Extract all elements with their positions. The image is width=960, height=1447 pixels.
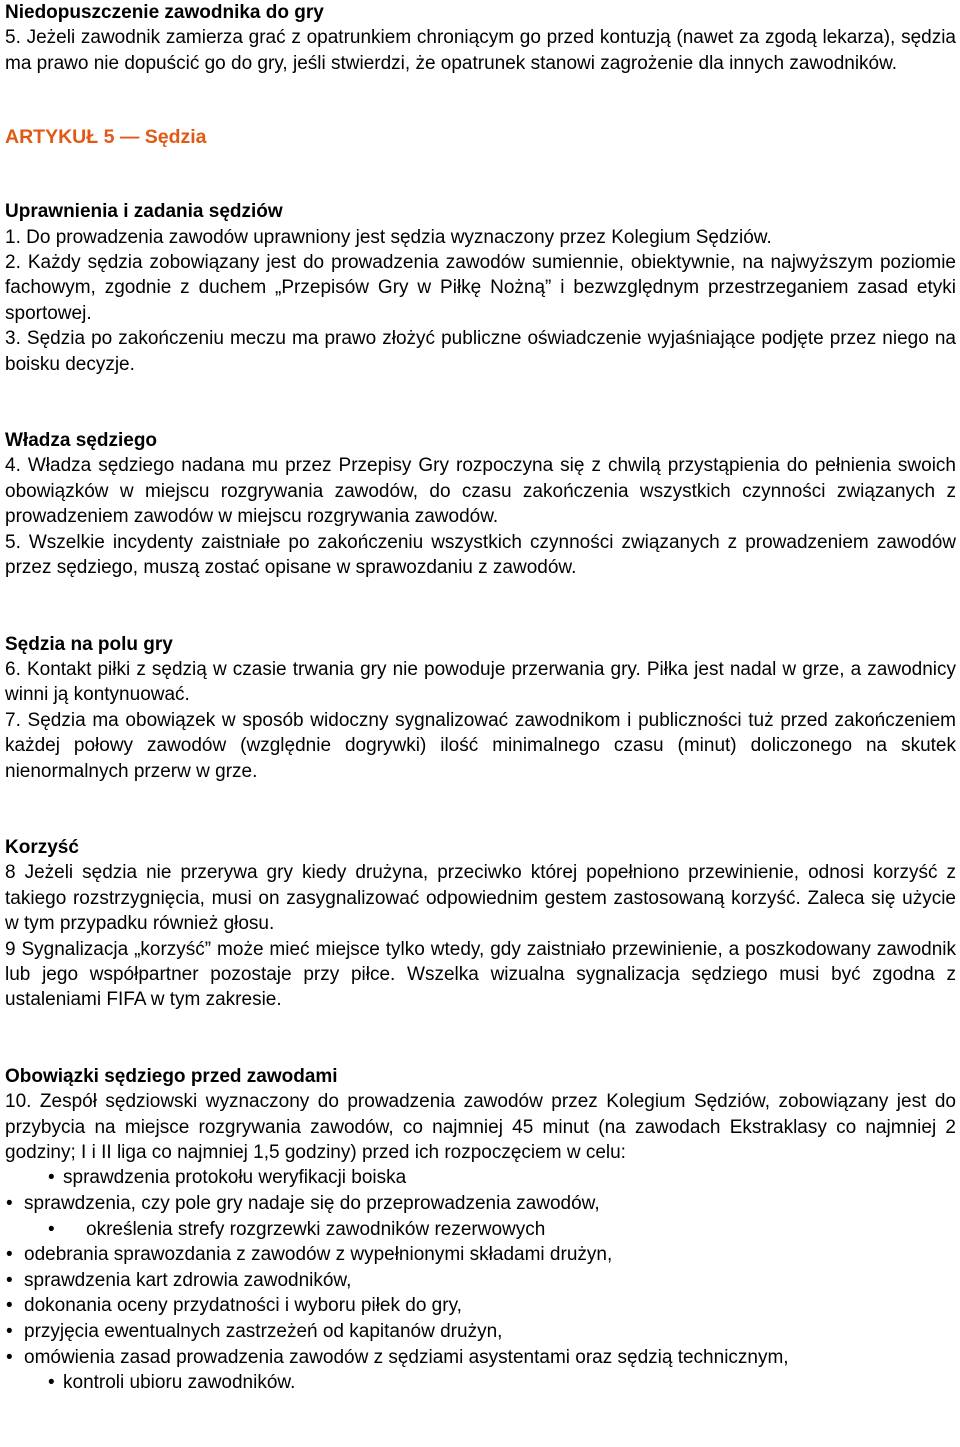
list-item: [5, 1370, 956, 1396]
spacer: [5, 581, 956, 632]
paragraph-6: 6. Kontakt piłki z sędzią w czasie trwania gry nie powoduje przerwania gry. Piłka jest nadal w grze, a zawodnicy winni ją kontynuować.: [5, 658, 956, 706]
list-item: [5, 1268, 956, 1294]
list-item-text: odebrania sprawozdania z zawodów z wypełnionymi składami drużyn,: [24, 1244, 613, 1266]
list-item-text: kontroli ubioru zawodników.: [63, 1372, 296, 1394]
section-korzysc: [5, 835, 956, 1013]
section-wladza: [5, 428, 956, 580]
list-item: [5, 1345, 956, 1371]
section-heading: Sędzia na polu gry: [5, 633, 173, 655]
section-uprawnienia: [5, 199, 956, 377]
paragraph-2: 2. Każdy sędzia zobowiązany jest do prowadzenia zawodów sumiennie, obiektywnie, na najwyższym poziomie fachowym, zgodnie z duchem „Przepisów Gry w Piłkę Nożną” i bezwzględnym przestrzeganiem zasad etyki sportowej.: [5, 252, 956, 324]
list-item: [5, 1217, 956, 1243]
spacer: [5, 150, 956, 199]
section-sedzia-na-polu: [5, 632, 956, 784]
list-item-text: określenia strefy rozgrzewki zawodników rezerwowych: [86, 1218, 546, 1240]
spacer: [5, 377, 956, 428]
section-heading: Obowiązki sędziego przed zawodami: [5, 1065, 338, 1087]
list-item-text: sprawdzenia protokołu weryfikacji boiska: [63, 1167, 407, 1189]
bullet-icon: •: [48, 1372, 55, 1394]
paragraph-8: 8 Jeżeli sędzia nie przerywa gry kiedy drużyna, przeciwko której popełniono przewinienie, odnosi korzyść z takiego rozstrzygnięcia, musi on zasygnalizować odpowiednim gestem zastosowaną korzyść. Zaleca się użycie w tym przypadku również głosu.: [5, 862, 956, 935]
spacer: [5, 76, 956, 125]
bullet-icon: •: [6, 1193, 13, 1214]
list-item: [5, 1242, 956, 1268]
section-heading: Uprawnienia i zadania sędziów: [5, 201, 283, 223]
paragraph-10: 10. Zespół sędziowski wyznaczony do prowadzenia zawodów przez Kolegium Sędziów, zobowiązany jest do przybycia na miejsce rozgrywania zawodów, co najmniej 45 minut (na zawodach Ekstraklasy co najmniej 2 godziny; I i II liga co najmniej 1,5 godziny) przed ich rozpoczęciem w celu:: [5, 1091, 956, 1163]
list-item-text: sprawdzenia, czy pole gry nadaje się do przeprowadzenia zawodów,: [24, 1193, 600, 1214]
bullet-icon: •: [6, 1244, 13, 1266]
list-item-text: sprawdzenia kart zdrowia zawodników,: [24, 1269, 352, 1291]
bullet-icon: •: [6, 1269, 13, 1291]
section-niedopuszczenie: [5, 0, 956, 76]
section-obowiazki: [5, 1064, 956, 1396]
bullet-icon: •: [48, 1167, 55, 1189]
spacer: [5, 1013, 956, 1064]
article-title: ARTYKUŁ 5 — Sędzia: [5, 126, 207, 149]
bullet-icon: •: [48, 1218, 55, 1240]
section-heading: Niedopuszczenie zawodnika do gry: [5, 2, 324, 23]
paragraph-4: 4. Władza sędziego nadana mu przez Przepisy Gry rozpoczyna się z chwilą przystąpienia do pełnienia swoich obowiązków w miejscu rozgrywania zawodów, do czasu zakończenia wszystkich czynności związanych z prowadzeniem zawodów w miejscu rozgrywania zawodów.: [5, 455, 956, 528]
spacer: [5, 784, 956, 835]
list-item-text: dokonania oceny przydatności i wyboru piłek do gry,: [24, 1295, 462, 1317]
list-item-text: przyjęcia ewentualnych zastrzeżeń od kapitanów drużyn,: [24, 1320, 503, 1342]
paragraph-5-opatrunek: 5. Jeżeli zawodnik zamierza grać z opatrunkiem chroniącym go przed kontuzją (nawet za zgodą lekarza), sędzia ma prawo nie dopuścić go do gry, jeśli stwierdzi, że opatrunek stanowi zagrożenie dla innych zawodników.: [5, 27, 956, 74]
section-heading: Władza sędziego: [5, 430, 158, 452]
list-item: [5, 1165, 956, 1191]
paragraph-9: 9 Sygnalizacja „korzyść” może mieć miejsce tylko wtedy, gdy zaistniało przewinienie, a poszkodowany zawodnik lub jego współpartner pozostaje przy piłce. Wszelka wizualna sygnalizacja sędziego musi być zgodna z ustaleniami FIFA w tym zakresie.: [5, 938, 956, 1011]
bullet-icon: •: [6, 1295, 13, 1317]
section-heading: Korzyść: [5, 836, 79, 858]
list-item: [5, 1319, 956, 1345]
bullet-icon: •: [6, 1320, 13, 1342]
list-item: [5, 1293, 956, 1319]
paragraph-5: 5. Wszelkie incydenty zaistniałe po zakończeniu wszystkich czynności związanych z prowadzeniem zawodów przez sędziego, muszą zostać opisane w sprawozdaniu z zawodów.: [5, 531, 956, 579]
list-item-text: omówienia zasad prowadzenia zawodów z sędziami asystentami oraz sędzią technicznym,: [24, 1346, 789, 1368]
bullet-icon: •: [6, 1346, 13, 1368]
paragraph-7: 7. Sędzia ma obowiązek w sposób widoczny sygnalizować zawodnikom i publiczności tuż przed zakończeniem każdej połowy zawodów (względnie dogrywki) ilość minimalnego czasu (minut) doliczonego na skutek nienormalnych przerw w grze.: [5, 709, 956, 782]
list-item: [5, 1191, 956, 1217]
duties-list: [5, 1165, 956, 1395]
paragraph-1: 1. Do prowadzenia zawodów uprawniony jest sędzia wyznaczony przez Kolegium Sędziów.: [5, 226, 772, 248]
paragraph-3: 3. Sędzia po zakończeniu meczu ma prawo złożyć publiczne oświadczenie wyjaśniające podjęte przez niego na boisku decyzje.: [5, 328, 956, 375]
